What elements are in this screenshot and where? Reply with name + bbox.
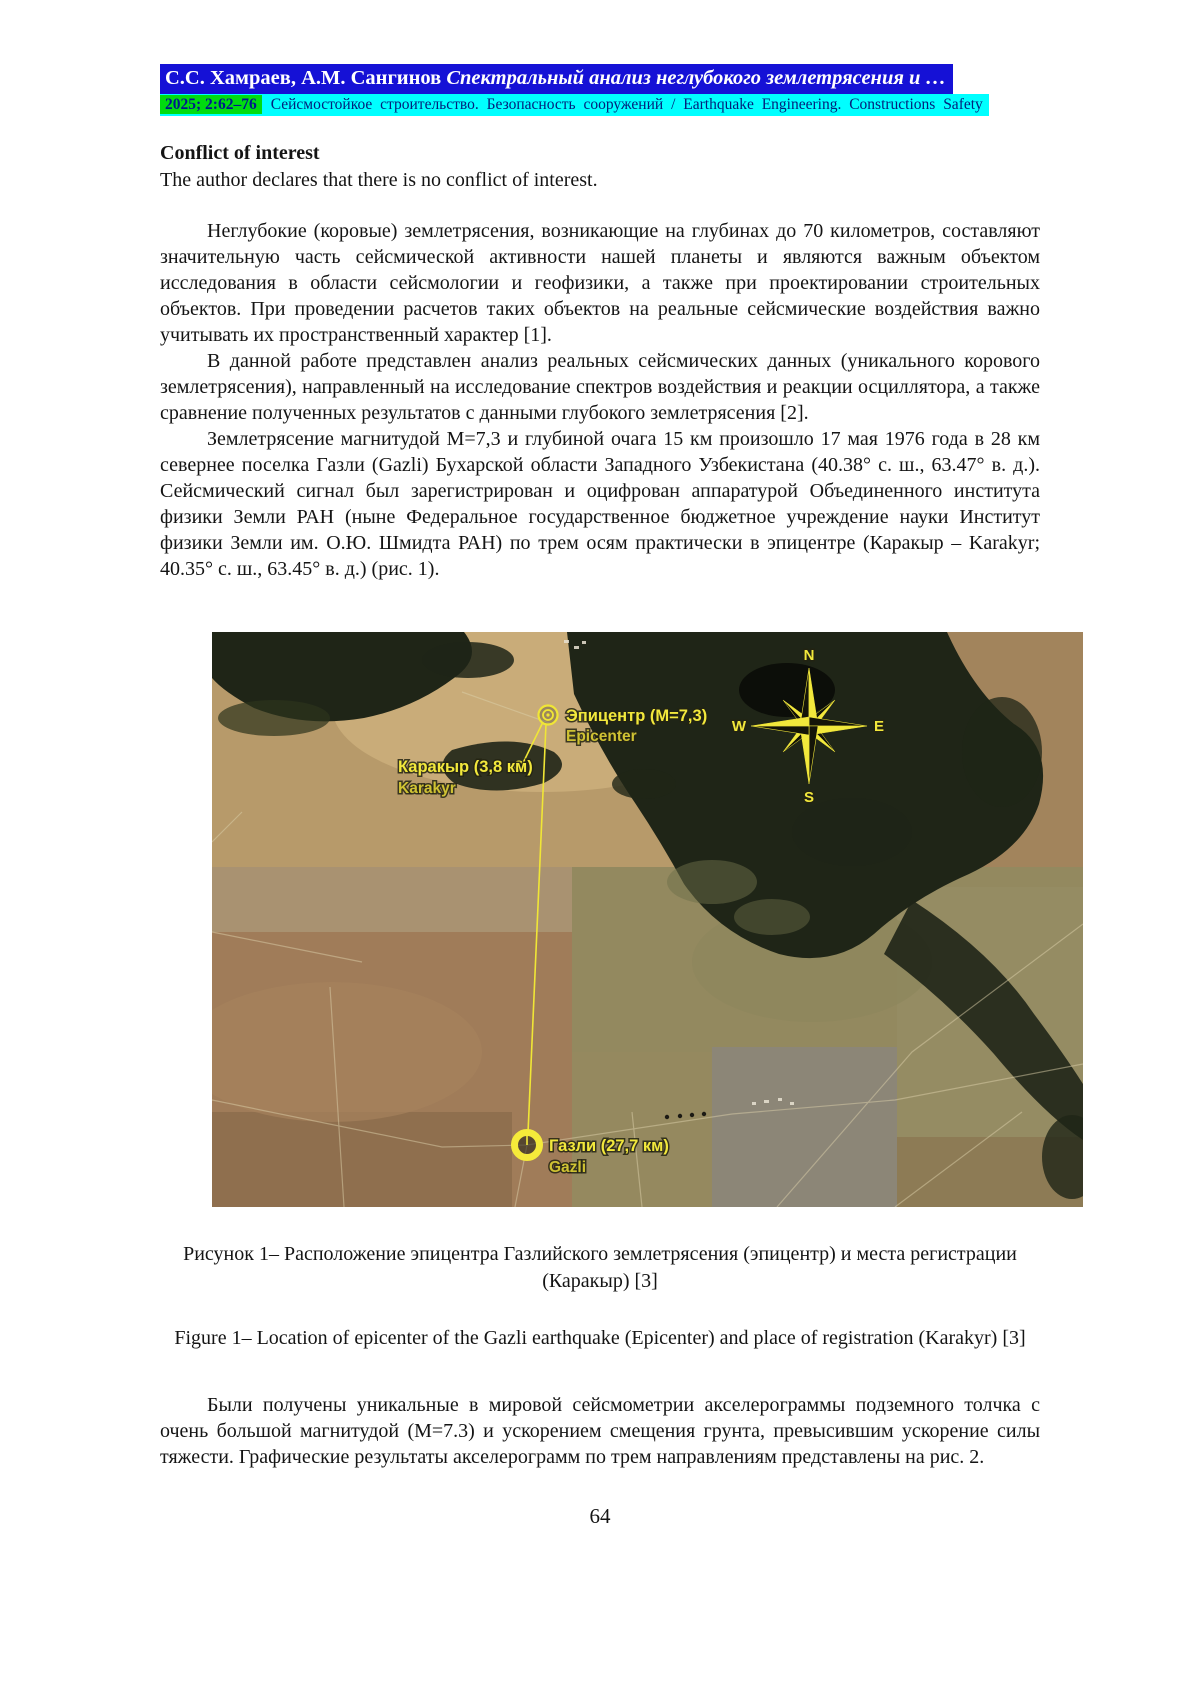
paragraph-intro: Неглубокие (коровые) землетрясения, возникающие на глубинах до 70 километров, составляют значительную часть сейсмической активности нашей планеты и являются важным объектом исследования в области сейсмологии и геофизики, а также при проектировании строительных объектов. При проведении расчетов таких объектов на реальные сейсмические воздействия важно учитывать их пространственный характер [1]. (160, 219, 1040, 346)
header-article-title: Спектральный анализ неглубокого землетрясения и … (446, 67, 947, 89)
content-column (160, 64, 1040, 1529)
conflict-of-interest-text: The author declares that there is no conflict of interest. (160, 168, 598, 191)
compass-s-label: S (803, 788, 815, 806)
gazli-label-ru: Газли (27,7 км) (549, 1136, 669, 1155)
compass-e-label: E (873, 717, 885, 735)
journal-header (160, 64, 1040, 116)
header-issue-badge: 2025; 2:62–76 (160, 95, 262, 114)
header-authors: С.С. Хамраев, А.М. Сангинов (165, 67, 442, 89)
epicenter-label-en: Epicenter (566, 727, 637, 745)
header-journal-name: Сейсмостойкое строительство. Безопасность сооружений / Earthquake Engineering. Constructions Safety (270, 95, 983, 113)
body-text (160, 218, 1040, 582)
epicenter-label-ru: Эпицентр (М=7,3) (566, 706, 708, 725)
satellite-map (212, 632, 1083, 1207)
compass-w-label: W (731, 717, 747, 735)
figure-caption-en: Figure 1– Location of epicenter of the Gazli earthquake (Epicenter) and place of registration (Karakyr) [3] (174, 1326, 1026, 1349)
karakyr-label-en: Karakyr (398, 779, 456, 797)
header-author-title-bar (160, 64, 953, 94)
paragraph-earthquake: Землетрясение магнитудой М=7,3 и глубиной очага 15 км произошло 17 мая 1976 года в 28 км севернее поселка Газли (Gazli) Бухарской области Западного Узбекистана (40.38° с. ш., 63.47° в. д.). Сейсмический сигнал был зарегистрирован и оцифрован аппаратурой Объединенного института физики Земли РАН (ныне Федеральное государственное бюджетное учреждение науки Институт физики Земли им. О.Ю. Шмидта РАН) по трем осям практически в эпицентре (Каракыр – Karakyr; 40.35° с. ш., 63.45° в. д.) (рис. 1). (160, 427, 1040, 580)
gazli-label-en: Gazli (549, 1158, 587, 1176)
header-journal-bar (160, 94, 989, 116)
karakyr-label-ru: Каракыр (3,8 км) (398, 757, 533, 776)
page-number: 64 (589, 1503, 611, 1528)
epicenter-marker (539, 705, 558, 724)
paragraph-accelerograms: Были получены уникальные в мировой сейсмометрии акселерограммы подземного толчка с очень большой магнитудой (М=7.3) и ускорением смещения грунта, превысившим ускорение силы тяжести. Графические результаты акселерограмм по трем направлениям представлены на рис. 2. (160, 1393, 1040, 1468)
figure-caption-ru: Рисунок 1– Расположение эпицентра Газлийского землетрясения (эпицентр) и места регистрации (Каракыр) [3] (183, 1242, 1017, 1292)
paragraph-study: В данной работе представлен анализ реальных сейсмических данных (уникального корового землетрясения), направленный на исследование спектров воздействия и реакции осциллятора, а также сравнение полученных результатов с данными глубокого землетрясения [2]. (160, 349, 1040, 424)
compass-n-label: N (803, 646, 815, 664)
conflict-of-interest-heading: Conflict of interest (160, 141, 320, 164)
gazli-marker (515, 1132, 540, 1157)
figure-1-map (212, 632, 1083, 1207)
